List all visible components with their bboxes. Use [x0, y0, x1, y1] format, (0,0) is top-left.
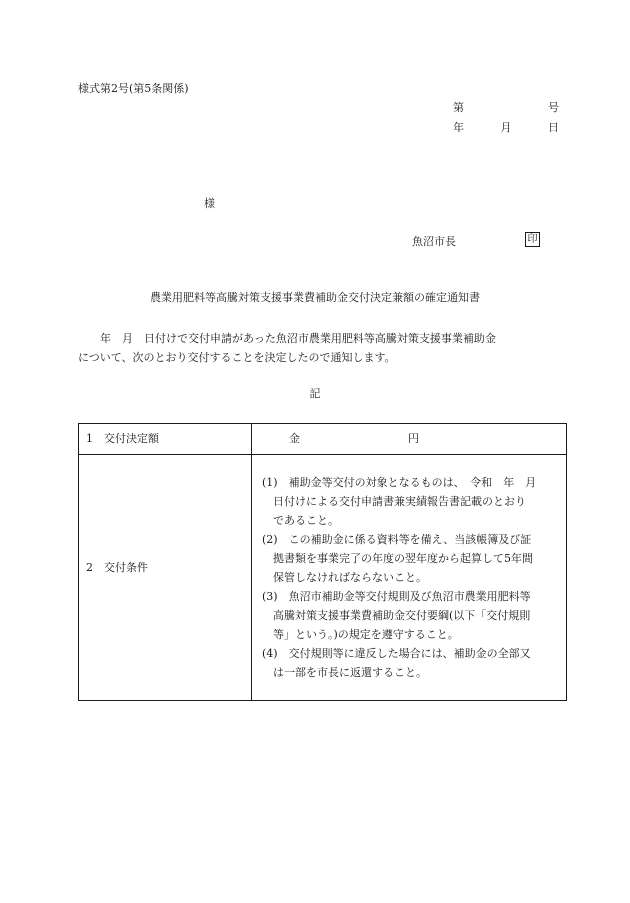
date-year: 年 — [453, 121, 464, 134]
condition-item: (1) 補助金等交付の対象となるものは、 令和 年 月 日付けによる交付申請書兼実績報告書記載のとおり であること。 — [262, 476, 537, 527]
date-line — [453, 121, 559, 135]
body-paragraph: 年 月 日付けで交付申請があった魚沼市農業用肥料等高騰対策支援事業補助金 について、次のとおり交付することを決定したので通知します。 — [78, 332, 496, 364]
conditions-list — [262, 473, 562, 682]
document-title: 農業用肥料等高騰対策支援事業費補助金交付決定兼額の確定通知書 — [150, 291, 480, 304]
amount-prefix: 金 — [289, 432, 300, 445]
issuer-title: 魚沼市長 — [412, 235, 456, 248]
seal-stamp: 印 — [525, 232, 540, 247]
document-number-line — [453, 101, 559, 115]
condition-item: (2) この補助金に係る資料等を備え、当該帳簿及び証 拠書類を事業完了の年度の翌年度から起算して5年間 保管しなければならないこと。 — [262, 533, 533, 584]
addressee-honorific: 様 — [204, 197, 215, 210]
number-prefix: 第 — [453, 101, 464, 114]
date-month: 月 — [500, 121, 512, 134]
table-row-divider — [79, 454, 566, 455]
amount-cell — [289, 432, 419, 446]
row-label-amount: 1 交付決定額 — [86, 432, 159, 445]
amount-unit: 円 — [408, 432, 419, 445]
date-day: 日 — [548, 121, 559, 134]
ki-heading: 記 — [309, 387, 321, 400]
condition-item: (4) 交付規則等に違反した場合には、補助金の全部又 は一部を市長に返還すること。 — [262, 647, 531, 679]
number-suffix: 号 — [548, 101, 559, 114]
form-label: 様式第2号(第5条関係) — [78, 82, 189, 95]
row-label-conditions: 2 交付条件 — [86, 561, 148, 574]
decision-table — [78, 423, 567, 701]
condition-item: (3) 魚沼市補助金等交付規則及び魚沼市農業用肥料等 高騰対策支援事業費補助金交付要綱(以下「交付規則 等」という。)の規定を遵守すること。 — [262, 590, 531, 641]
table-column-divider — [251, 424, 252, 700]
